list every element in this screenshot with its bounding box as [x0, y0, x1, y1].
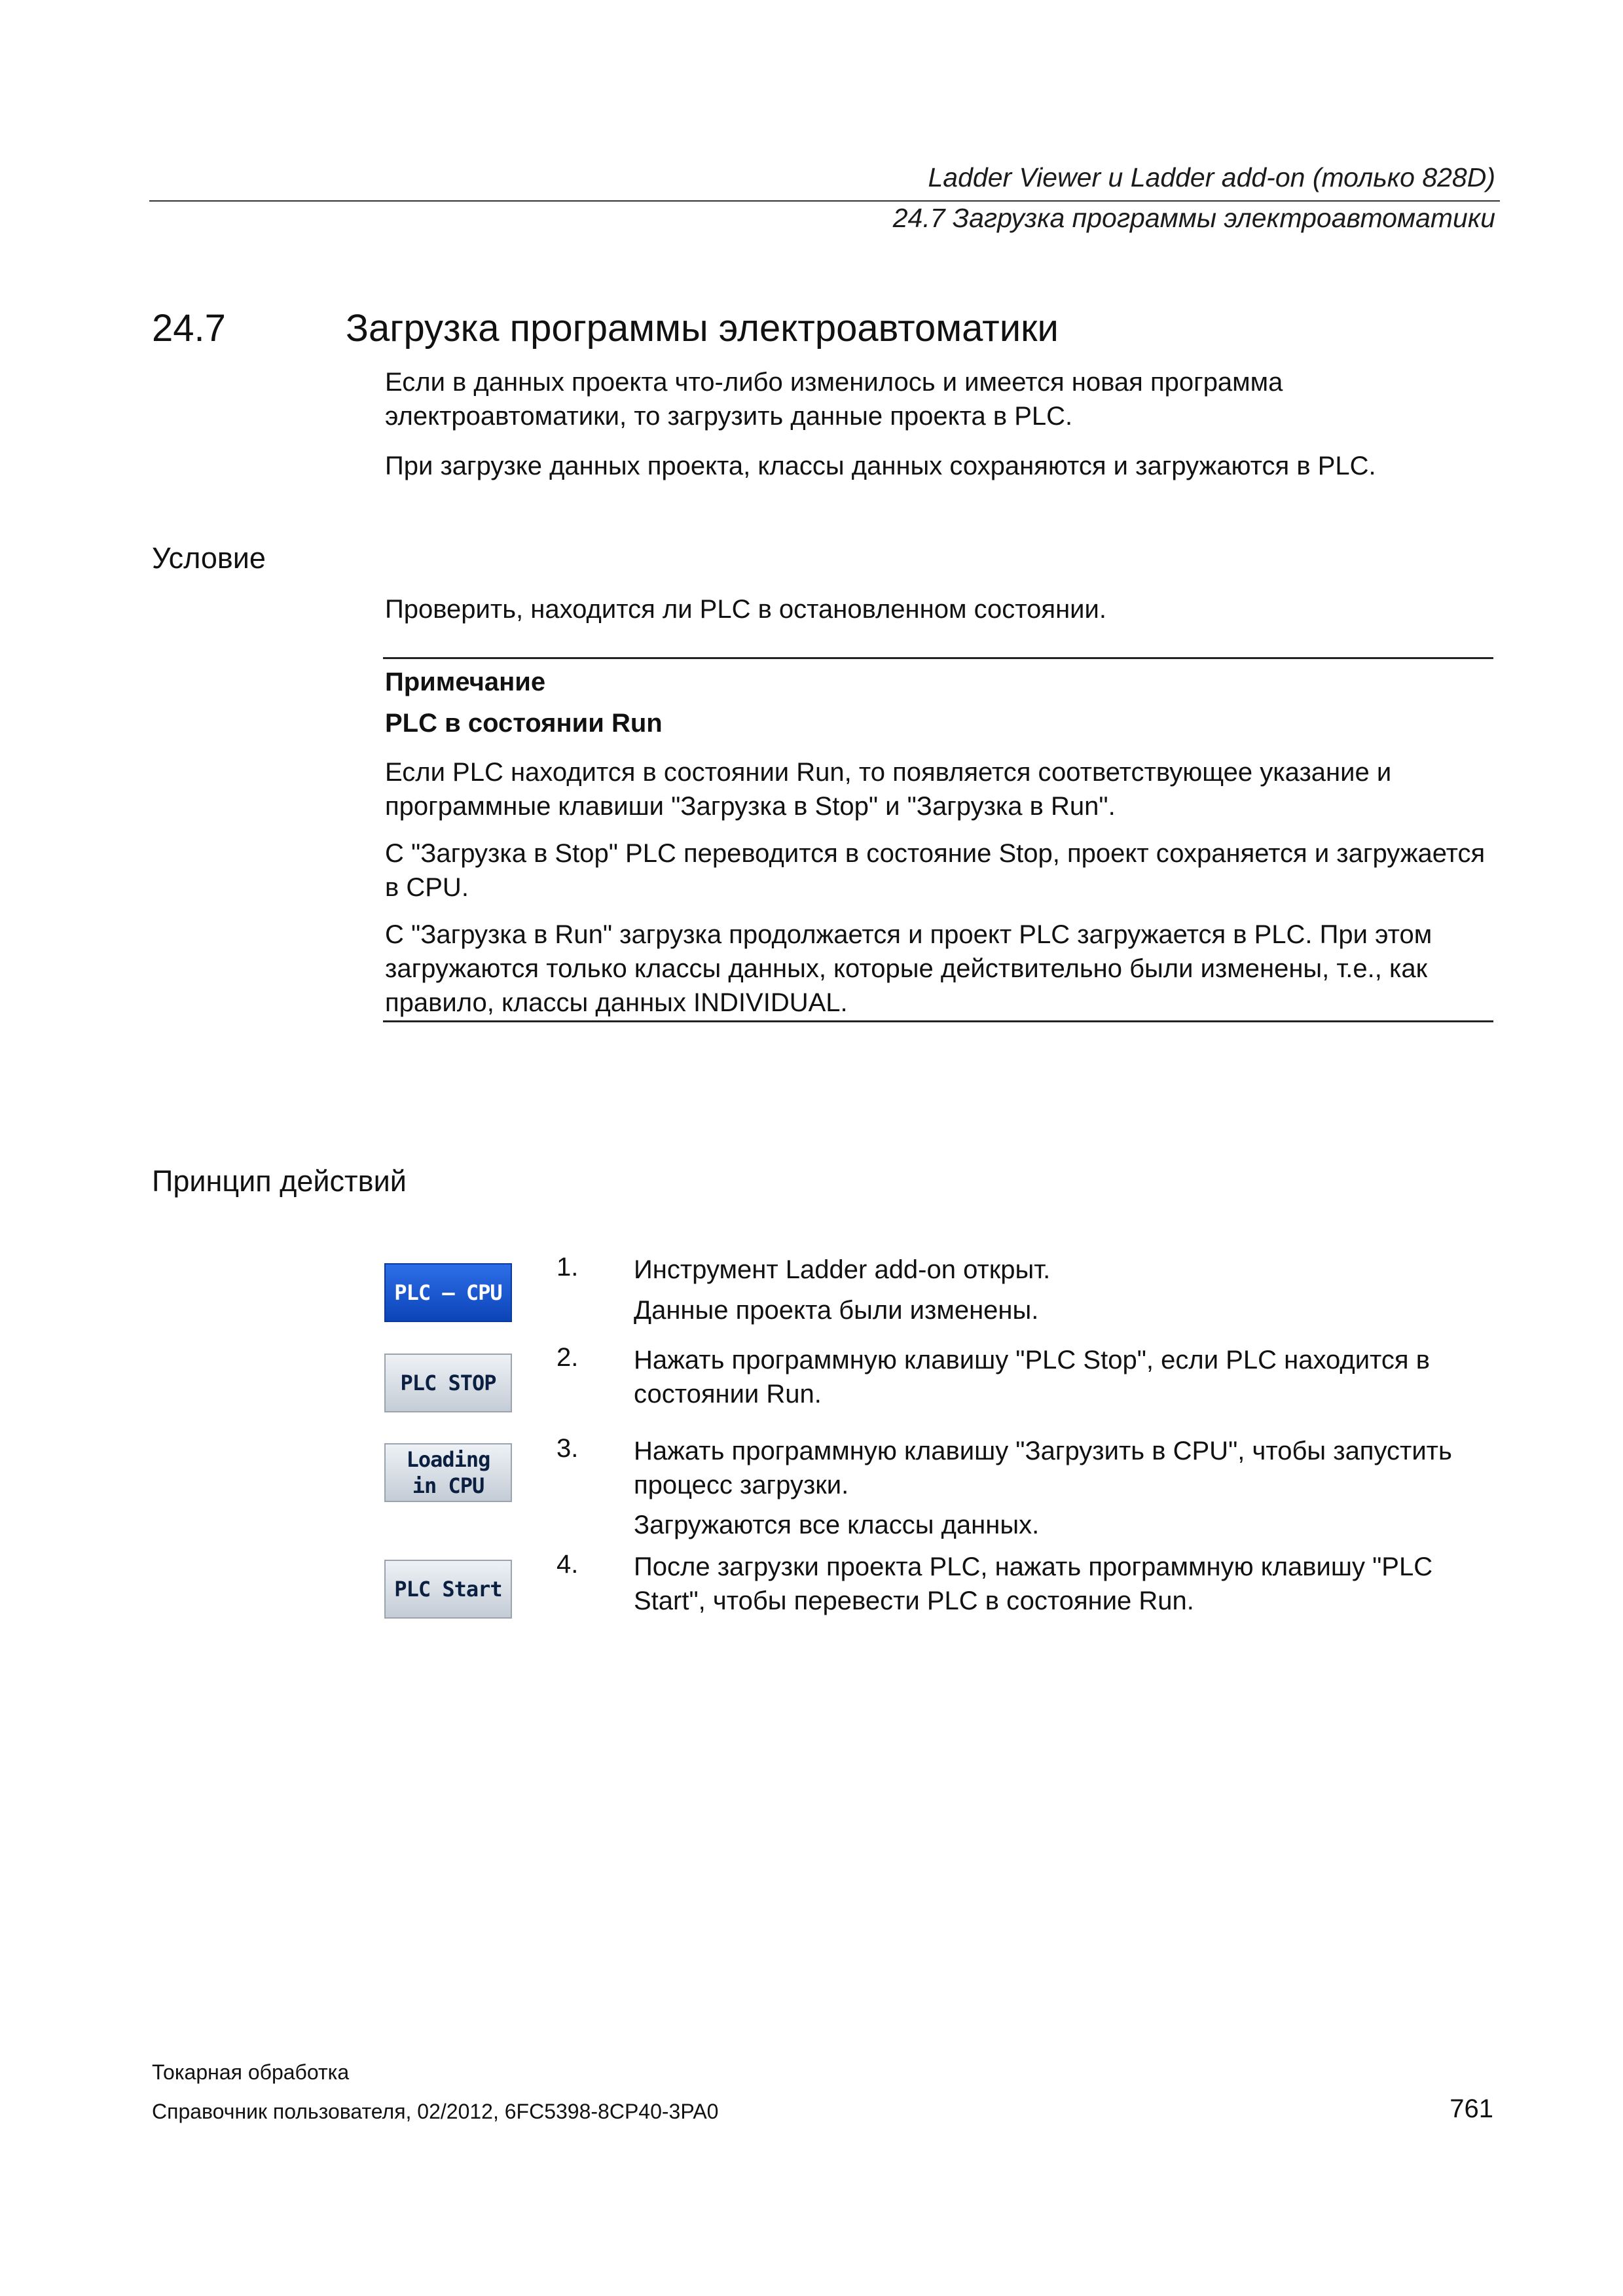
- step-number: 2.: [556, 1343, 579, 1372]
- running-header-title: Ladder Viewer и Ladder add-on (только 828D): [928, 162, 1495, 192]
- softkey-label: PLC – CPU: [394, 1280, 502, 1305]
- step-result: Данные проекта были изменены.: [634, 1296, 1039, 1325]
- softkey-label-line-2: in CPU: [412, 1473, 484, 1498]
- header-rule: [149, 200, 1500, 202]
- softkey-label: PLC Start: [394, 1577, 502, 1602]
- section-title: Загрузка программы электроавтоматики: [346, 307, 1059, 350]
- step-result: Загружаются все классы данных.: [634, 1511, 1040, 1539]
- condition-heading: Условие: [152, 541, 266, 575]
- step-text: После загрузки проекта PLC, нажать программную клавишу "PLC Start", чтобы перевести PLC в состояние Run.: [634, 1552, 1433, 1615]
- step-text: Нажать программную клавишу "PLC Stop", если PLC находится в состоянии Run.: [634, 1346, 1430, 1408]
- step-number: 4.: [556, 1550, 579, 1579]
- softkey-label-line-1: Loading: [406, 1447, 490, 1472]
- softkey-plc-cpu[interactable]: [384, 1263, 512, 1322]
- note-top-rule: [383, 657, 1493, 659]
- running-header-section: 24.7 Загрузка программы электроавтоматики: [892, 203, 1495, 233]
- section-number: 24.7: [152, 307, 226, 350]
- step-text: Инструмент Ladder add-on открыт.: [634, 1255, 1051, 1284]
- softkey-loading-in-cpu[interactable]: [384, 1443, 512, 1502]
- intro-paragraph-1: Если в данных проекта что-либо изменилось и имеется новая программа электроавтоматики, то загрузить данные проекта в PLC.: [385, 368, 1283, 431]
- procedure-heading: Принцип действий: [152, 1164, 407, 1198]
- note-paragraph-2: С "Загрузка в Stop" PLC переводится в состояние Stop, проект сохраняется и загружается в CPU.: [385, 839, 1486, 902]
- footer-manual-info: Справочник пользователя, 02/2012, 6FC5398-8CP40-3PA0: [152, 2100, 719, 2123]
- softkey-label: PLC STOP: [400, 1371, 496, 1395]
- condition-text: Проверить, находится ли PLC в остановленном состоянии.: [385, 595, 1106, 624]
- note-label: Примечание: [385, 668, 546, 696]
- intro-paragraph-2: При загрузке данных проекта, классы данных сохраняются и загружаются в PLC.: [385, 452, 1376, 480]
- softkey-plc-start[interactable]: [384, 1560, 512, 1619]
- note-bottom-rule: [383, 1020, 1493, 1022]
- softkey-label: [407, 1446, 490, 1499]
- softkey-plc-stop[interactable]: [384, 1354, 512, 1412]
- footer-book-title: Токарная обработка: [152, 2060, 350, 2084]
- note-title: PLC в состоянии Run: [385, 709, 663, 738]
- note-paragraph-1: Если PLC находится в состоянии Run, то появляется соответствующее указание и программные клавиши "Загрузка в Stop" и "Загрузка в Run".: [385, 758, 1392, 821]
- note-paragraph-3: С "Загрузка в Run" загрузка продолжается и проект PLC загружается в PLC. При этом загружаются только классы данных, которые действительно были изменены, т.е., как правило, классы данных INDIVIDUAL.: [385, 920, 1432, 1017]
- step-number: 1.: [556, 1253, 579, 1282]
- step-number: 3.: [556, 1434, 579, 1463]
- step-text: Нажать программную клавишу "Загрузить в CPU", чтобы запустить процесс загрузки.: [634, 1437, 1452, 1499]
- page-number: 761: [1450, 2094, 1493, 2123]
